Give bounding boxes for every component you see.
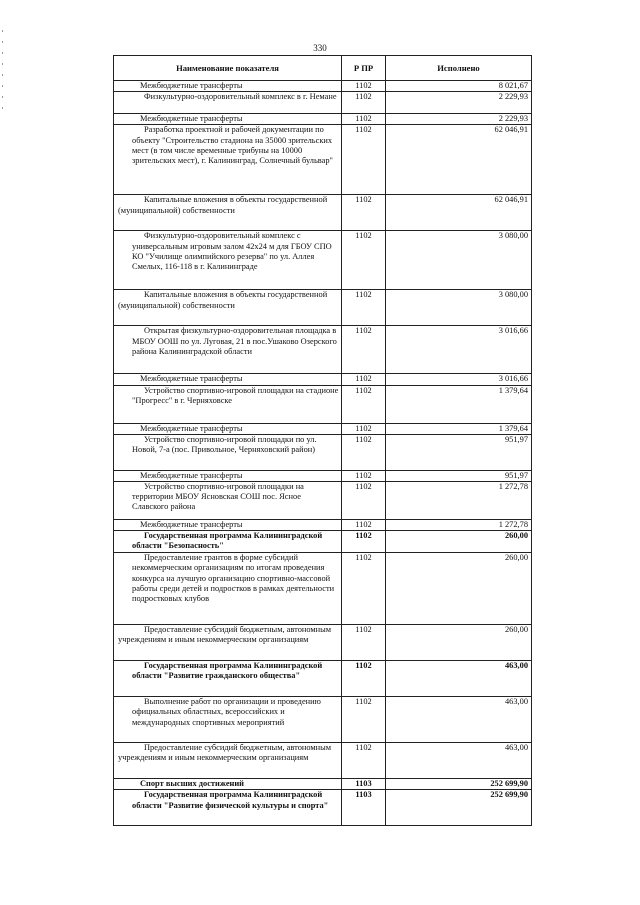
row-indicator-name: Устройство спортивно-игровой площадки по ул. Новой, 7-а (пос. Привольное, Черняховский район) — [114, 434, 342, 470]
row-indicator-name: Выполнение работ по организации и проведению официальных областных, всероссийских и международных спортивных мероприятий — [114, 697, 342, 743]
table-row — [114, 290, 532, 326]
row-indicator-name: Капитальные вложения в объекты государственной (муниципальной) собственности — [114, 290, 342, 326]
row-section-code: 1102 — [342, 114, 386, 125]
table-row — [114, 231, 532, 290]
row-indicator-name: Разработка проектной и рабочей документации по объекту "Строительство стадиона на 35000 зрительских мест (в том числе временные трибуны на 10000 зрительских мест), г. Калининград, Солнечный бульвар" — [114, 125, 342, 195]
row-indicator-name: Физкультурно-оздоровительный комплекс в г. Немане — [114, 92, 342, 114]
row-executed-amount: 3 080,00 — [386, 290, 532, 326]
row-executed-amount: 252 699,90 — [386, 779, 532, 790]
row-executed-amount: 463,00 — [386, 697, 532, 743]
table-row — [114, 482, 532, 520]
table-row — [114, 114, 532, 125]
table-row — [114, 434, 532, 470]
row-section-code: 1102 — [342, 423, 386, 434]
table-row — [114, 470, 532, 481]
row-executed-amount: 3 016,66 — [386, 326, 532, 374]
table-row — [114, 531, 532, 553]
table-row — [114, 743, 532, 779]
table-row — [114, 553, 532, 625]
table-row — [114, 374, 532, 385]
row-executed-amount: 62 046,91 — [386, 125, 532, 195]
table-row — [114, 697, 532, 743]
row-indicator-name: Предоставление субсидий бюджетным, автономным учреждениям и иным некоммерческим организациям — [114, 625, 342, 661]
row-executed-amount: 3 016,66 — [386, 374, 532, 385]
table-row — [114, 790, 532, 826]
row-executed-amount: 463,00 — [386, 743, 532, 779]
row-executed-amount: 3 080,00 — [386, 231, 532, 290]
row-executed-amount: 260,00 — [386, 531, 532, 553]
row-executed-amount: 1 379,64 — [386, 423, 532, 434]
row-section-code: 1102 — [342, 470, 386, 481]
row-indicator-name: Межбюджетные трансферты — [114, 114, 342, 125]
row-executed-amount: 2 229,93 — [386, 114, 532, 125]
row-executed-amount: 951,97 — [386, 434, 532, 470]
row-indicator-name: Открытая физкультурно-оздоровительная площадка в МБОУ ООШ по ул. Луговая, 21 в пос.Ушаково Озерского района Калининградской области — [114, 326, 342, 374]
row-indicator-name: Государственная программа Калининградской области "Развитие гражданского общества" — [114, 661, 342, 697]
row-indicator-name: Межбюджетные трансферты — [114, 520, 342, 531]
row-executed-amount: 260,00 — [386, 625, 532, 661]
header-executed: Исполнено — [386, 56, 532, 81]
table-row — [114, 125, 532, 195]
row-indicator-name: Устройство спортивно-игровой площадки на стадионе "Прогресс" в г. Черняховске — [114, 385, 342, 423]
row-section-code: 1102 — [342, 231, 386, 290]
table-row — [114, 385, 532, 423]
row-indicator-name: Государственная программа Калининградской области "Развитие физической культуры и спорта" — [114, 790, 342, 826]
row-section-code: 1102 — [342, 743, 386, 779]
row-section-code: 1102 — [342, 385, 386, 423]
table-row — [114, 92, 532, 114]
row-section-code: 1102 — [342, 697, 386, 743]
page-number: 330 — [313, 43, 327, 53]
row-indicator-name: Предоставление грантов в форме субсидий некоммерческим организациям по итогам проведения конкурса на лучшую организацию спортивно-массовой работы среди детей и подростков в рамках деятельности подростковых клубов — [114, 553, 342, 625]
row-section-code: 1102 — [342, 374, 386, 385]
row-indicator-name: Государственная программа Калининградской области "Безопасность" — [114, 531, 342, 553]
table-row — [114, 779, 532, 790]
row-indicator-name: Предоставление субсидий бюджетным, автономным учреждениям и иным некоммерческим организациям — [114, 743, 342, 779]
row-section-code: 1102 — [342, 531, 386, 553]
row-section-code: 1102 — [342, 520, 386, 531]
table-body — [114, 81, 532, 826]
row-section-code: 1102 — [342, 434, 386, 470]
table-row — [114, 520, 532, 531]
row-section-code: 1102 — [342, 482, 386, 520]
table-row — [114, 195, 532, 231]
row-executed-amount: 8 021,67 — [386, 81, 532, 92]
row-executed-amount: 252 699,90 — [386, 790, 532, 826]
row-section-code: 1102 — [342, 92, 386, 114]
row-indicator-name: Межбюджетные трансферты — [114, 81, 342, 92]
row-executed-amount: 1 379,64 — [386, 385, 532, 423]
row-section-code: 1102 — [342, 553, 386, 625]
row-section-code: 1102 — [342, 290, 386, 326]
row-executed-amount: 463,00 — [386, 661, 532, 697]
table-row — [114, 625, 532, 661]
row-indicator-name: Спорт высших достижений — [114, 779, 342, 790]
table-row — [114, 81, 532, 92]
row-executed-amount: 2 229,93 — [386, 92, 532, 114]
row-executed-amount: 62 046,91 — [386, 195, 532, 231]
table-header-row — [114, 56, 532, 81]
row-indicator-name: Межбюджетные трансферты — [114, 374, 342, 385]
row-indicator-name: Межбюджетные трансферты — [114, 423, 342, 434]
row-section-code: 1102 — [342, 81, 386, 92]
row-executed-amount: 951,97 — [386, 470, 532, 481]
row-indicator-name: Капитальные вложения в объекты государственной (муниципальной) собственности — [114, 195, 342, 231]
row-section-code: 1102 — [342, 125, 386, 195]
table-row — [114, 661, 532, 697]
row-section-code: 1103 — [342, 790, 386, 826]
row-executed-amount: 1 272,78 — [386, 482, 532, 520]
budget-execution-table — [113, 55, 532, 826]
row-indicator-name: Устройство спортивно-игровой площадки на территории МБОУ Ясновская СОШ пос. Ясное Славского района — [114, 482, 342, 520]
table-row — [114, 423, 532, 434]
table-row — [114, 326, 532, 374]
row-executed-amount: 260,00 — [386, 553, 532, 625]
header-section-code: Р ПР — [342, 56, 386, 81]
row-section-code: 1102 — [342, 326, 386, 374]
row-indicator-name: Физкультурно-оздоровительный комплекс с универсальным игровым залом 42х24 м для ГБОУ СПО КО "Училище олимпийского резерва" по ул. Аллея Смелых, 116-118 в г. Калининграде — [114, 231, 342, 290]
row-section-code: 1103 — [342, 779, 386, 790]
row-executed-amount: 1 272,78 — [386, 520, 532, 531]
row-section-code: 1102 — [342, 195, 386, 231]
row-indicator-name: Межбюджетные трансферты — [114, 470, 342, 481]
header-indicator-name: Наименование показателя — [114, 56, 342, 81]
row-section-code: 1102 — [342, 625, 386, 661]
row-section-code: 1102 — [342, 661, 386, 697]
